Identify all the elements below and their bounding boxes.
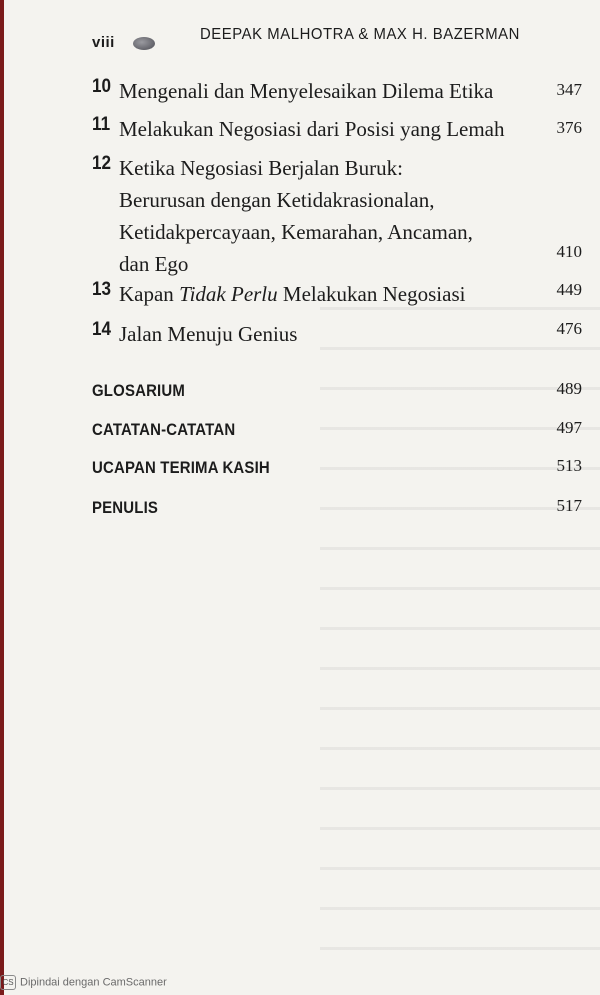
chapter-number: 14	[92, 319, 112, 340]
chapter-title-pre: Kapan	[119, 282, 180, 306]
chapter-number: 13	[92, 279, 112, 300]
chapter-page: 376	[556, 118, 582, 137]
back-matter-title: UCAPAN TERIMA KASIH	[92, 458, 270, 477]
chapter-title	[119, 152, 473, 280]
chapter-title	[119, 75, 493, 107]
chapter-title-line: Berurusan dengan Ketidakrasionalan,	[119, 188, 435, 212]
running-head: DEEPAK MALHOTRA & MAX H. BAZERMAN	[200, 26, 520, 43]
back-matter-page: 497	[556, 418, 582, 437]
chapter-title-line: Jalan Menuju Genius	[119, 322, 298, 346]
chapter-title	[119, 278, 465, 310]
chapter-number: 12	[92, 153, 112, 174]
chapter-title-post: Melakukan Negosiasi	[277, 282, 466, 306]
page-number: viii	[92, 34, 115, 51]
back-matter-page: 513	[556, 456, 582, 475]
chapter-title-line	[119, 278, 465, 310]
scanner-footer	[0, 975, 167, 990]
chapter-page: 347	[556, 80, 582, 99]
chapter-title	[119, 113, 505, 145]
back-matter-title: PENULIS	[92, 498, 159, 517]
camscanner-icon: CS	[0, 975, 16, 990]
back-matter-title: GLOSARIUM	[92, 381, 186, 400]
show-through-bleed	[320, 300, 600, 980]
chapter-title	[119, 318, 297, 350]
back-matter-page: 489	[556, 379, 582, 398]
scanner-text: Dipindai dengan CamScanner	[20, 976, 167, 989]
back-matter-page: 517	[556, 496, 582, 515]
chapter-page: 410	[556, 242, 582, 261]
chapter-title-line: Ketika Negosiasi Berjalan Buruk:	[119, 156, 404, 180]
chapter-title-line: Mengenali dan Menyelesaikan Dilema Etika	[119, 79, 494, 103]
chapter-title-line: Melakukan Negosiasi dari Posisi yang Lemah	[119, 117, 505, 141]
back-matter-title: CATATAN-CATATAN	[92, 420, 236, 439]
chapter-title-line: Ketidakpercayaan, Kemarahan, Ancaman,	[119, 220, 473, 244]
chapter-number: 11	[92, 114, 111, 135]
page-edge	[0, 0, 4, 995]
chapter-number: 10	[92, 76, 112, 97]
chapter-title-italic: Tidak Perlu	[179, 282, 278, 306]
chapter-title-line: dan Ego	[119, 252, 189, 276]
chapter-page: 449	[556, 280, 582, 299]
ornament-icon	[133, 37, 155, 50]
page-header	[0, 0, 600, 70]
chapter-page: 476	[556, 319, 582, 338]
